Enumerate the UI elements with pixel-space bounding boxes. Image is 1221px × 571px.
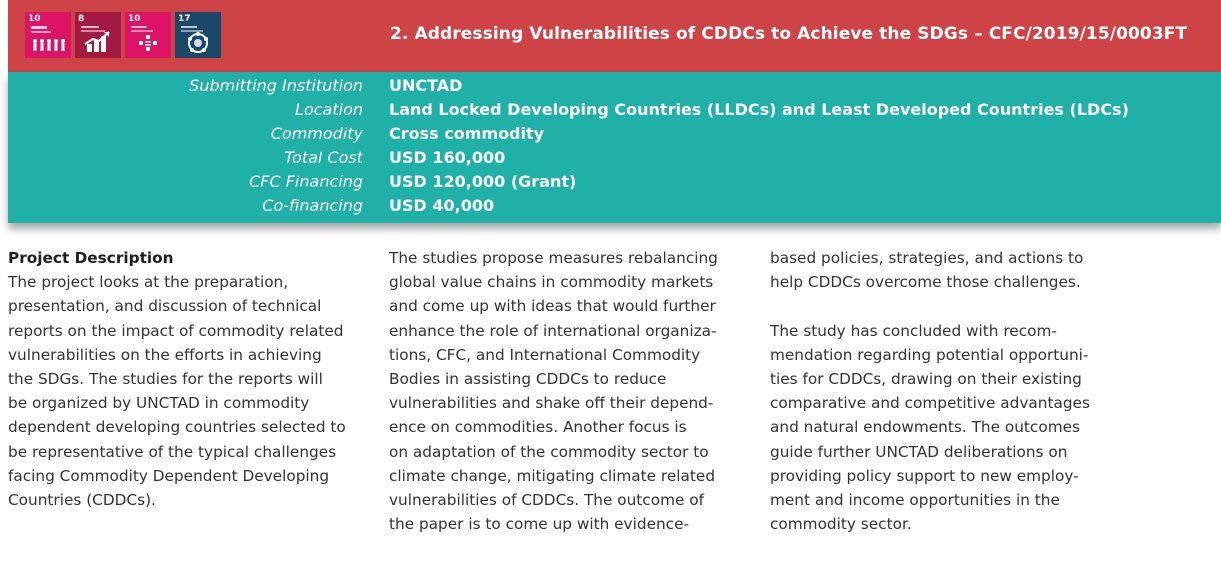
reduced-inequalities-icon	[25, 12, 71, 58]
text-line: Countries (CDDCs).	[8, 491, 156, 510]
sdg-number: 17	[178, 14, 191, 24]
text-line: vulnerabilities on the efforts in achieving	[8, 345, 322, 364]
project-info-panel	[8, 72, 1221, 223]
partnerships-goals-icon	[175, 12, 221, 58]
sdg-tile-10	[125, 12, 171, 58]
sdg-tile-17	[175, 12, 221, 58]
paragraph-gap	[770, 294, 1120, 318]
text-line: providing policy support to new employ-	[770, 466, 1079, 485]
info-value: Land Locked Developing Countries (LLDCs) and Least Developed Countries (LDCs)	[389, 100, 1129, 119]
sdg-number: 10	[128, 14, 141, 24]
sdg-tile-10	[25, 12, 71, 58]
text-line: and natural endowments. The outcomes	[770, 418, 1080, 437]
text-line: commodity sector.	[770, 515, 912, 534]
reduced-inequalities-icon	[125, 12, 171, 58]
info-value: USD 120,000 (Grant)	[389, 172, 577, 191]
text-line: the SDGs. The studies for the reports will	[8, 370, 323, 389]
info-label: CFC Financing	[249, 172, 363, 191]
info-label: Total Cost	[284, 148, 363, 167]
text-line: presentation, and discussion of technical	[8, 297, 322, 316]
text-line: on adaptation of the commodity sector to	[389, 442, 709, 461]
info-label: Location	[295, 100, 363, 119]
text-line: facing Commodity Dependent Developing	[8, 466, 330, 485]
text-line: enhance the role of international organiza-	[389, 321, 717, 340]
text-line: be representative of the typical challenges	[8, 442, 337, 461]
text-line: guide further UNCTAD deliberations on	[770, 442, 1068, 461]
text-column-1	[8, 246, 358, 512]
text-column-3	[770, 246, 1120, 536]
text-line: help CDDCs overcome those challenges.	[770, 273, 1081, 292]
text-line: ence on commodities. Another focus is	[389, 418, 687, 437]
text-line: vulnerabilities and shake off their depend-	[389, 394, 714, 413]
section-heading: Project Description	[8, 249, 174, 267]
info-row-co-financing	[8, 196, 1221, 220]
page-title: 2. Addressing Vulnerabilities of CDDCs to Achieve the SDGs – CFC/2019/15/0003FT	[390, 24, 1188, 44]
text-line: global value chains in commodity markets	[389, 273, 714, 292]
text-line: vulnerabilities of CDDCs. The outcome of	[389, 491, 704, 510]
decent-work-economic-growth-icon	[75, 12, 121, 58]
text-line: The study has concluded with recom-	[770, 321, 1057, 340]
text-line: ties for CDDCs, drawing on their existing	[770, 370, 1082, 388]
info-label: Co-financing	[262, 196, 363, 215]
text-line: The studies propose measures rebalancing	[389, 249, 718, 267]
text-line: based policies, strategies, and actions to	[770, 249, 1084, 267]
sdg-tile-8	[75, 12, 121, 58]
info-row-total-cost	[8, 148, 1221, 172]
text-line: and come up with ideas that would further	[389, 297, 716, 316]
text-line: reports on the impact of commodity related	[8, 321, 344, 340]
info-value: USD 160,000	[389, 148, 506, 167]
sdg-icons	[25, 12, 221, 58]
info-value: USD 40,000	[389, 196, 495, 215]
text-line: The project looks at the preparation,	[8, 273, 289, 292]
info-row-institution	[8, 76, 1221, 100]
info-row-cfc-financing	[8, 172, 1221, 196]
info-label: Commodity	[270, 124, 363, 143]
text-line: tions, CFC, and International Commodity	[389, 345, 701, 364]
text-column-2	[389, 246, 739, 536]
text-line: ment and income opportunities in the	[770, 491, 1060, 510]
header-banner	[8, 0, 1221, 72]
text-line: the paper is to come up with evidence-	[389, 515, 690, 534]
text-line: comparative and competitive advantages	[770, 394, 1090, 413]
sdg-number: 10	[28, 14, 41, 24]
text-line: be organized by UNCTAD in commodity	[8, 394, 310, 413]
info-value: UNCTAD	[389, 76, 463, 95]
info-label: Submitting Institution	[189, 76, 363, 95]
info-value: Cross commodity	[389, 124, 545, 143]
text-line: dependent developing countries selected to	[8, 418, 346, 437]
info-row-location	[8, 100, 1221, 124]
text-line: mendation regarding potential opportuni-	[770, 345, 1089, 364]
text-line: Bodies in assisting CDDCs to reduce	[389, 370, 667, 389]
info-row-commodity	[8, 124, 1221, 148]
sdg-number: 8	[78, 14, 85, 24]
text-line: climate change, mitigating climate related	[389, 466, 716, 485]
